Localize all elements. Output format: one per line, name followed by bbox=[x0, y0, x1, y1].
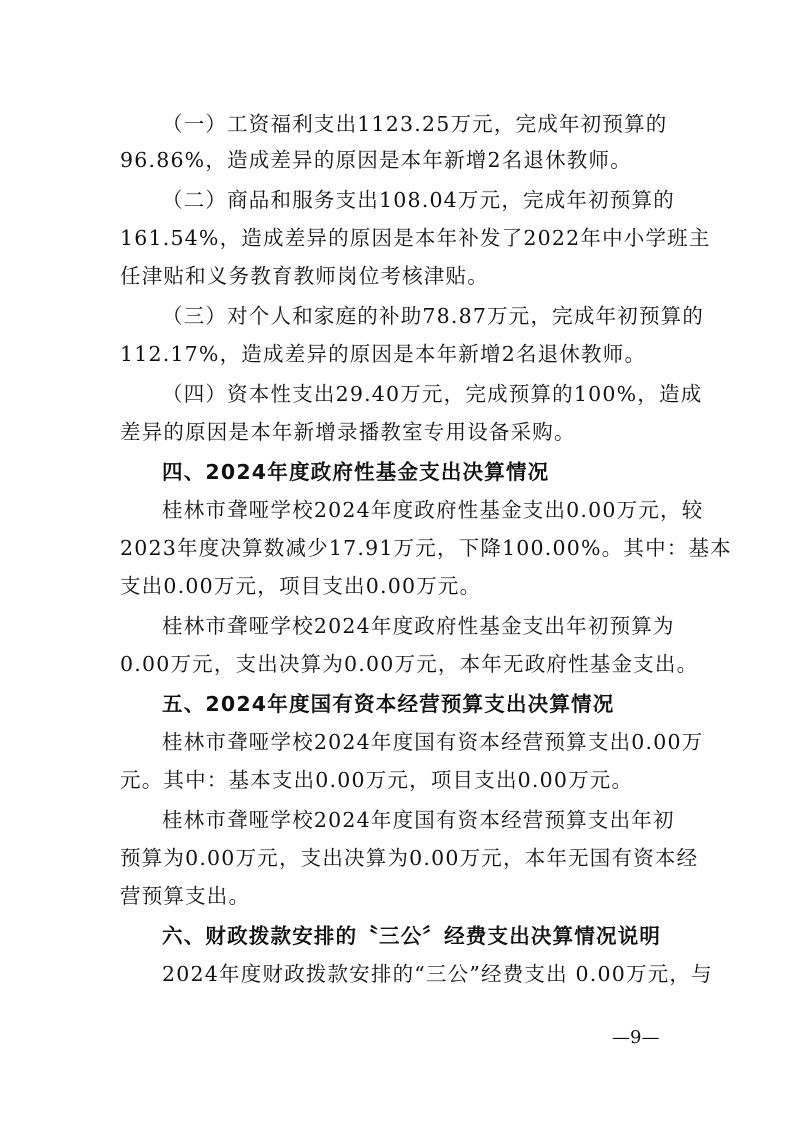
paragraph-1-line-2: 96.86%，造成差异的原因是本年新增2名退休教师。 bbox=[120, 148, 632, 172]
paragraph-8-line-3: 营预算支出。 bbox=[120, 884, 251, 908]
paragraph-5-line-2: 2023年度决算数减少17.91万元，下降100.00%。其中：基本 bbox=[120, 536, 732, 560]
section-heading-6: 六、财政拨款安排的〝三公〞经费支出决算情况说明 bbox=[162, 924, 662, 948]
paragraph-3-line-1: （三）对个人和家庭的补助78.87万元，完成年初预算的 bbox=[162, 304, 705, 328]
paragraph-7-line-1: 桂林市聋哑学校2024年度国有资本经营预算支出0.00万 bbox=[162, 730, 704, 754]
paragraph-5-line-1: 桂林市聋哑学校2024年度政府性基金支出0.00万元，较 bbox=[162, 498, 704, 522]
paragraph-6-line-1: 桂林市聋哑学校2024年度政府性基金支出年初预算为 bbox=[162, 614, 675, 638]
paragraph-8-line-2: 预算为0.00万元，支出决算为0.00万元，本年无国有资本经 bbox=[120, 846, 699, 870]
paragraph-2-line-3: 任津贴和义务教育教师岗位考核津贴。 bbox=[120, 264, 489, 288]
paragraph-2-line-1: （二）商品和服务支出108.04万元，完成年初预算的 bbox=[162, 188, 675, 212]
paragraph-1-line-1: （一）工资福利支出1123.25万元，完成年初预算的 bbox=[162, 112, 668, 136]
paragraph-7-line-2: 元。其中：基本支出0.00万元，项目支出0.00万元。 bbox=[120, 768, 634, 792]
paragraph-2-line-2: 161.54%，造成差异的原因是本年补发了2022年中小学班主 bbox=[120, 226, 711, 250]
section-heading-5: 五、2024年度国有资本经营预算支出决算情况 bbox=[162, 692, 615, 716]
paragraph-9-line-1: 2024年度财政拨款安排的“三公”经费支出 0.00万元，与 bbox=[162, 962, 713, 986]
page-number: —9— bbox=[612, 1027, 660, 1048]
paragraph-4-line-2: 差异的原因是本年新增录播教室专用设备采购。 bbox=[120, 420, 576, 444]
paragraph-3-line-2: 112.17%，造成差异的原因是本年新增2名退休教师。 bbox=[120, 342, 647, 366]
paragraph-5-line-3: 支出0.00万元，项目支出0.00万元。 bbox=[120, 574, 482, 598]
paragraph-8-line-1: 桂林市聋哑学校2024年度国有资本经营预算支出年初 bbox=[162, 808, 675, 832]
paragraph-6-line-2: 0.00万元，支出决算为0.00万元，本年无政府性基金支出。 bbox=[120, 652, 699, 676]
paragraph-4-line-1: （四）资本性支出29.40万元，完成预算的100%，造成 bbox=[162, 382, 703, 406]
section-heading-4: 四、2024年度政府性基金支出决算情况 bbox=[162, 460, 550, 484]
